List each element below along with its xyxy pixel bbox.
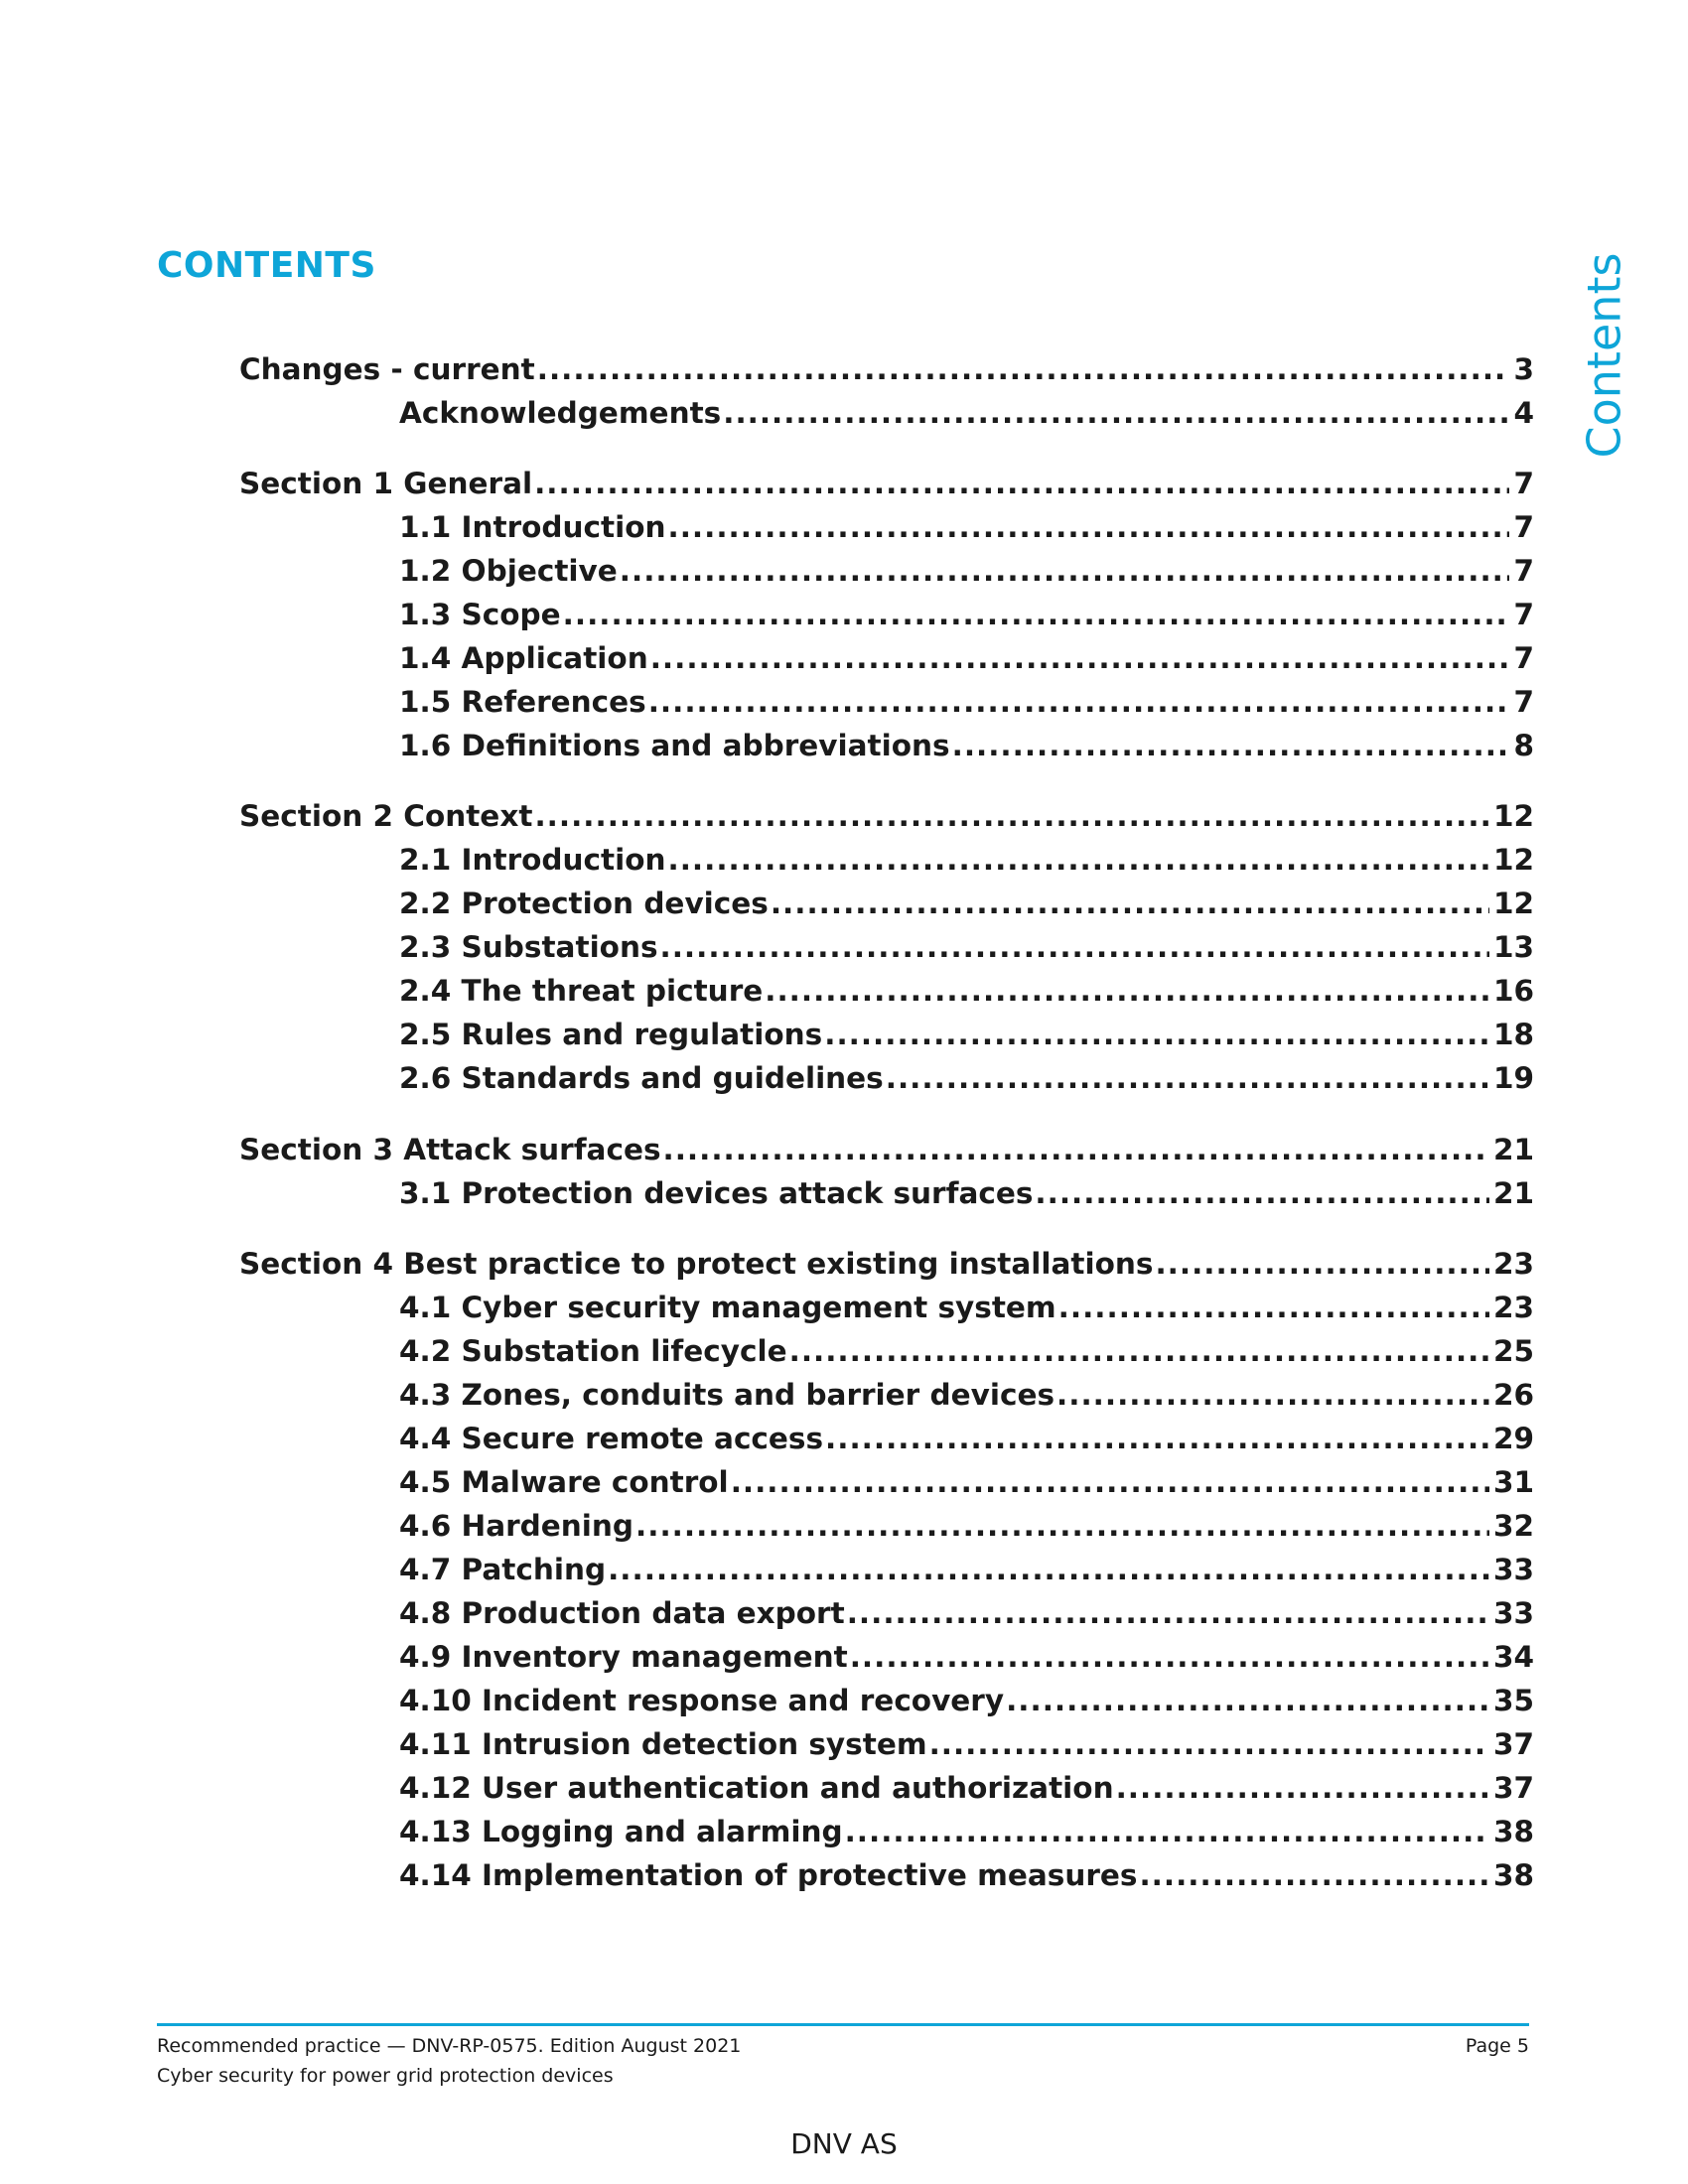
- toc-entry-4-1[interactable]: [399, 1286, 1534, 1329]
- footer-document-subtitle: Cyber security for power grid protection devices: [157, 2065, 614, 2087]
- dot-leader: [731, 1460, 1489, 1504]
- toc-entry-1-6[interactable]: [399, 724, 1534, 767]
- toc-entry-4-10[interactable]: [399, 1679, 1534, 1722]
- toc-entry-page: 13: [1492, 930, 1534, 964]
- toc-entry-page: 31: [1492, 1465, 1534, 1499]
- toc-entry-changes[interactable]: [239, 347, 1534, 391]
- toc-entry-1-5[interactable]: [399, 680, 1534, 724]
- dot-leader: [850, 1635, 1489, 1679]
- toc-entry-label: 4.10 Incident response and recovery: [399, 1684, 1005, 1717]
- footer-divider: [157, 2023, 1529, 2026]
- toc-entry-label: 4.13 Logging and alarming: [399, 1815, 843, 1848]
- toc-entry-label: 4.4 Secure remote access: [399, 1422, 824, 1455]
- toc-entry-label: 4.8 Production data export: [399, 1596, 845, 1630]
- toc-entry-page: 7: [1513, 685, 1534, 719]
- toc-entry-4-11[interactable]: [399, 1722, 1534, 1766]
- toc-entry-label: 2.1 Introduction: [399, 843, 666, 877]
- dot-leader: [824, 1013, 1489, 1056]
- dot-leader: [825, 1417, 1489, 1460]
- dot-leader: [847, 1591, 1489, 1635]
- dot-leader: [534, 462, 1509, 505]
- toc-entry-label: 1.2 Objective: [399, 554, 618, 588]
- toc-entry-page: 38: [1492, 1815, 1534, 1848]
- toc-entry-page: 34: [1492, 1640, 1534, 1674]
- dot-leader: [635, 1504, 1489, 1548]
- toc-entry-page: 23: [1492, 1291, 1534, 1324]
- toc-entry-label: 4.7 Patching: [399, 1553, 607, 1586]
- toc-entry-4-4[interactable]: [399, 1417, 1534, 1460]
- toc-entry-label: 4.9 Inventory management: [399, 1640, 848, 1674]
- dot-leader: [1035, 1171, 1489, 1215]
- dot-leader: [534, 794, 1488, 838]
- dot-leader: [537, 347, 1510, 391]
- toc-entry-page: 37: [1492, 1771, 1534, 1805]
- toc-entry-page: 32: [1492, 1509, 1534, 1543]
- page-title: CONTENTS: [157, 245, 376, 286]
- toc-entry-1-4[interactable]: [399, 636, 1534, 680]
- dot-leader: [765, 969, 1489, 1013]
- toc-entry-1-3[interactable]: [399, 593, 1534, 636]
- toc-entry-label: 2.3 Substations: [399, 930, 658, 964]
- dot-leader: [886, 1056, 1489, 1100]
- toc-entry-page: 12: [1492, 843, 1534, 877]
- company-name: DNV AS: [790, 2127, 898, 2160]
- toc-entry-acknowledgements[interactable]: [399, 391, 1534, 435]
- dot-leader: [620, 549, 1510, 593]
- toc-entry-label: 2.6 Standards and guidelines: [399, 1061, 884, 1095]
- toc-entry-2-5[interactable]: [399, 1013, 1534, 1056]
- dot-leader: [929, 1722, 1489, 1766]
- dot-leader: [771, 882, 1489, 925]
- dot-leader: [789, 1329, 1489, 1373]
- toc-entry-label: 4.1 Cyber security management system: [399, 1291, 1056, 1324]
- dot-leader: [1155, 1242, 1488, 1286]
- toc-entry-label: Changes - current: [239, 352, 535, 386]
- toc-entry-label: 1.5 References: [399, 685, 646, 719]
- toc-entry-label: 3.1 Protection devices attack surfaces: [399, 1176, 1034, 1210]
- toc-entry-page: 26: [1492, 1378, 1534, 1412]
- toc-entry-section-2[interactable]: [239, 794, 1534, 838]
- toc-entry-page: 35: [1492, 1684, 1534, 1717]
- dot-leader: [563, 593, 1510, 636]
- dot-leader: [650, 636, 1510, 680]
- toc-entry-page: 21: [1492, 1133, 1534, 1166]
- toc-entry-4-12[interactable]: [399, 1766, 1534, 1810]
- toc-entry-page: 7: [1513, 510, 1534, 544]
- toc-entry-2-6[interactable]: [399, 1056, 1534, 1100]
- toc-entry-label: 2.5 Rules and regulations: [399, 1018, 823, 1051]
- toc-entry-4-6[interactable]: [399, 1504, 1534, 1548]
- dot-leader: [952, 724, 1510, 767]
- toc-entry-1-1[interactable]: [399, 505, 1534, 549]
- toc-entry-2-2[interactable]: [399, 882, 1534, 925]
- toc-entry-4-5[interactable]: [399, 1460, 1534, 1504]
- toc-entry-2-4[interactable]: [399, 969, 1534, 1013]
- dot-leader: [648, 680, 1510, 724]
- toc-entry-page: 7: [1513, 641, 1534, 675]
- toc-entry-section-4[interactable]: [239, 1242, 1534, 1286]
- dot-leader: [660, 925, 1489, 969]
- dot-leader: [1058, 1286, 1489, 1329]
- toc-entry-page: 3: [1513, 352, 1534, 386]
- toc-entry-label: Acknowledgements: [399, 396, 722, 430]
- toc-entry-section-1[interactable]: [239, 462, 1534, 505]
- toc-entry-page: 7: [1513, 554, 1534, 588]
- toc-entry-label: 1.1 Introduction: [399, 510, 666, 544]
- toc-entry-label: 1.4 Application: [399, 641, 648, 675]
- toc-entry-label: 4.3 Zones, conduits and barrier devices: [399, 1378, 1055, 1412]
- toc-entry-page: 33: [1492, 1596, 1534, 1630]
- dot-leader: [845, 1810, 1489, 1853]
- toc-entry-page: 25: [1492, 1334, 1534, 1368]
- toc-entry-page: 8: [1513, 729, 1534, 762]
- toc-entry-4-2[interactable]: [399, 1329, 1534, 1373]
- toc-entry-label: 1.6 Definitions and abbreviations: [399, 729, 950, 762]
- dot-leader: [1056, 1373, 1489, 1417]
- dot-leader: [668, 838, 1489, 882]
- toc-entry-section-3[interactable]: [239, 1128, 1534, 1171]
- toc-entry-page: 37: [1492, 1727, 1534, 1761]
- toc-entry-4-14[interactable]: [399, 1853, 1534, 1897]
- toc-entry-label: Section 1 General: [239, 467, 533, 500]
- toc-entry-page: 23: [1492, 1247, 1534, 1281]
- toc-entry-2-3[interactable]: [399, 925, 1534, 969]
- toc-entry-4-7[interactable]: [399, 1548, 1534, 1591]
- toc-entry-page: 19: [1492, 1061, 1534, 1095]
- toc-entry-2-1[interactable]: [399, 838, 1534, 882]
- dot-leader: [668, 505, 1510, 549]
- toc-entry-page: 21: [1492, 1176, 1534, 1210]
- toc-entry-page: 12: [1492, 799, 1534, 833]
- toc-entry-label: 4.12 User authentication and authorization: [399, 1771, 1114, 1805]
- toc-entry-3-1[interactable]: [399, 1171, 1534, 1215]
- side-tab-label: Contents: [1577, 252, 1631, 459]
- toc-entry-page: 7: [1513, 467, 1534, 500]
- toc-entry-page: 7: [1513, 598, 1534, 631]
- toc-entry-label: Section 3 Attack surfaces: [239, 1133, 661, 1166]
- toc-entry-page: 16: [1492, 974, 1534, 1008]
- toc-entry-page: 4: [1513, 396, 1534, 430]
- toc-entry-page: 38: [1492, 1858, 1534, 1892]
- toc-entry-1-2[interactable]: [399, 549, 1534, 593]
- footer-document-title: Recommended practice — DNV-RP-0575. Edition August 2021: [157, 2035, 742, 2057]
- toc-entry-label: 2.2 Protection devices: [399, 887, 769, 920]
- toc-entry-label: 2.4 The threat picture: [399, 974, 764, 1008]
- toc-entry-page: 33: [1492, 1553, 1534, 1586]
- toc-entry-page: 12: [1492, 887, 1534, 920]
- toc-entry-page: 18: [1492, 1018, 1534, 1051]
- toc-entry-label: 4.2 Substation lifecycle: [399, 1334, 787, 1368]
- dot-leader: [663, 1128, 1489, 1171]
- toc-entry-label: 4.6 Hardening: [399, 1509, 634, 1543]
- dot-leader: [608, 1548, 1489, 1591]
- toc-entry-label: 4.14 Implementation of protective measures: [399, 1858, 1138, 1892]
- toc-entry-label: 4.5 Malware control: [399, 1465, 729, 1499]
- footer-page-number: Page 5: [1465, 2035, 1529, 2057]
- dot-leader: [723, 391, 1509, 435]
- dot-leader: [1006, 1679, 1489, 1722]
- toc-entry-4-3[interactable]: [399, 1373, 1534, 1417]
- toc-entry-label: 1.3 Scope: [399, 598, 561, 631]
- toc-entry-label: Section 4 Best practice to protect existing installations: [239, 1247, 1154, 1281]
- toc-entry-4-8[interactable]: [399, 1591, 1534, 1635]
- toc-entry-label: Section 2 Context: [239, 799, 533, 833]
- dot-leader: [1139, 1853, 1488, 1897]
- toc-entry-page: 29: [1492, 1422, 1534, 1455]
- dot-leader: [1116, 1766, 1489, 1810]
- toc-entry-label: 4.11 Intrusion detection system: [399, 1727, 927, 1761]
- toc-entry-4-9[interactable]: [399, 1635, 1534, 1679]
- toc-entry-4-13[interactable]: [399, 1810, 1534, 1853]
